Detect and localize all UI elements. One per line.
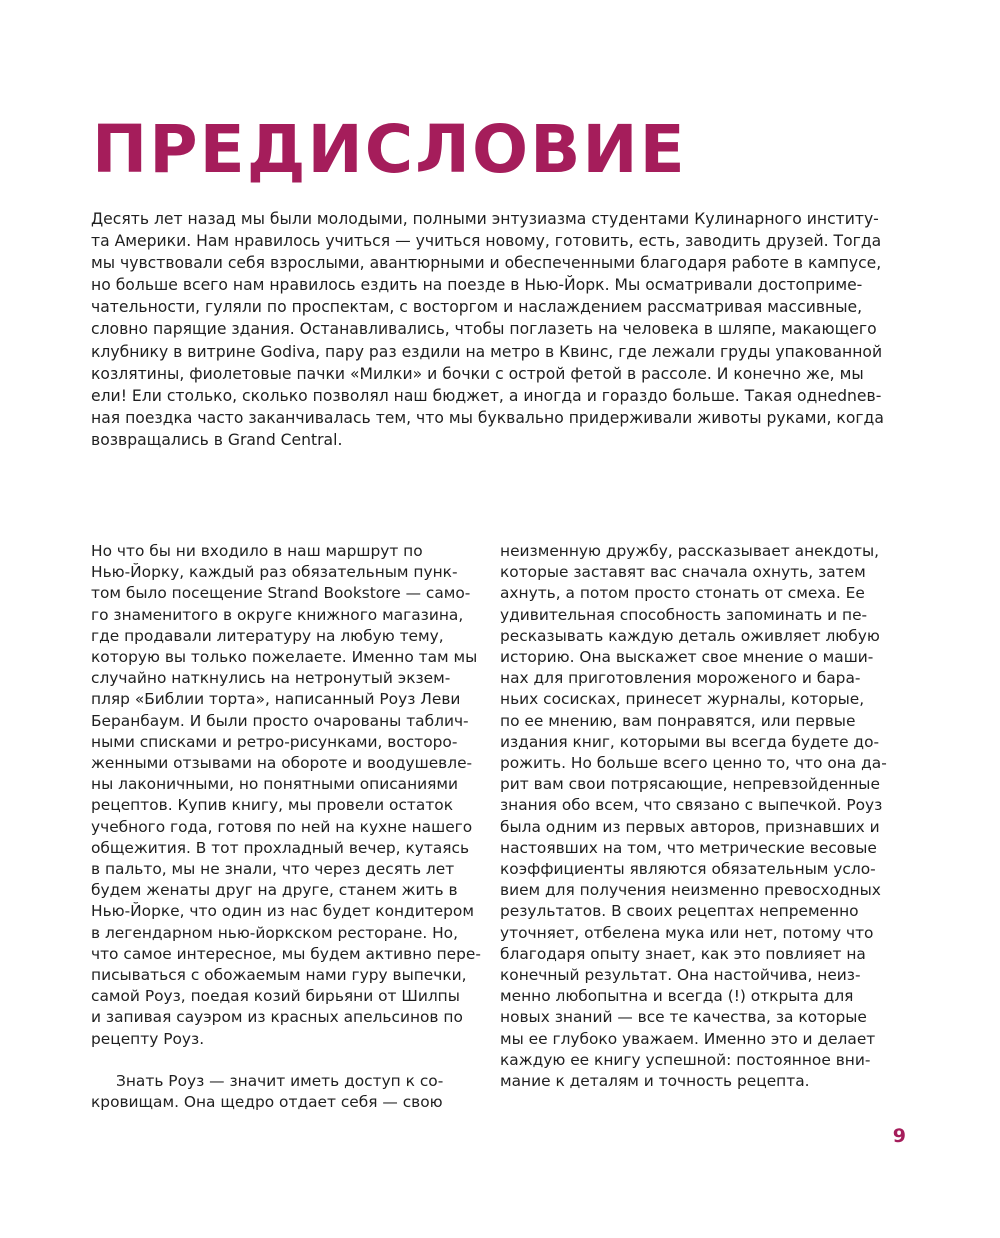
body-line: результатов. В своих рецептах непременно (500, 902, 859, 921)
body-line: в пальто, мы не знали, что через десять лет (91, 860, 455, 879)
paragraph-gap (91, 1050, 481, 1071)
body-line: новых знаний — все те качества, за которые (500, 1008, 867, 1027)
body-line: настоявших на том, что метрические весовые (500, 838, 877, 857)
body-line: в легендарном нью-йоркском ресторане. Но, (91, 923, 458, 942)
body-line: Нью-Йорке, что один из нас будет кондитером (91, 902, 474, 921)
intro-line: ели! Ели столько, сколько позволял наш бюджет, а иногда и гораздо больше. Такая однednев- (91, 386, 882, 405)
intro-line: козлятины, фиолетовые пачки «Милки» и бочки с острой фетой в рассоле. И конечно же, мы (91, 364, 864, 383)
body-line: где продавали литературу на любую тему, (91, 626, 444, 645)
body-line: рит вам свои потрясающие, непревзойденные (500, 775, 880, 794)
body-line: издания книг, которыми вы всегда будете до- (500, 732, 880, 751)
body-line: была одним из первых авторов, признавших и (500, 817, 880, 836)
body-line: Знать Роуз — значит иметь доступ к со- (116, 1071, 444, 1090)
body-line: ньих сосисках, принесет журналы, которые, (500, 690, 865, 709)
intro-line: клубнику в витрине Godiva, пару раз ездили на метро в Квинс, где лежали груды упакованной (91, 342, 883, 361)
page-number: 9 (892, 1125, 906, 1147)
body-line: знания обо всем, что связано с выпечкой. Роуз (500, 796, 883, 815)
intro-line: мы чувствовали себя взрослыми, авантюрными и обеспеченными благодаря работе в кампусе, (91, 254, 882, 273)
body-line: историю. Она выскажет свое мнение о маши- (500, 648, 874, 667)
body-line: женными отзывами на обороте и воодушевле- (91, 754, 473, 773)
body-line: пляр «Библии торта», написанный Роуз Леви (91, 690, 461, 709)
body-line: рецепту Роуз. (91, 1029, 205, 1048)
body-line: нах для приготовления мороженого и бара- (500, 669, 861, 688)
intro-line: но больше всего нам нравилось ездить на поезде в Нью-Йорк. Мы осматривали достоприме- (91, 276, 863, 295)
body-line: менно любопытна и всегда (!) открыта для (500, 987, 854, 1006)
body-line: уточняет, отбелена мука или нет, потому что (500, 923, 874, 942)
body-line: общежития. В тот прохладный вечер, кутаясь (91, 838, 470, 857)
intro-line: словно парящие здания. Останавливались, чтобы поглазеть на человека в шляпе, макающего (91, 320, 877, 339)
body-line: по ее мнению, вам понравятся, или первые (500, 711, 856, 730)
right-column (500, 541, 887, 1092)
body-line: неизменную дружбу, рассказывает анекдоты, (500, 542, 879, 560)
intro-line: чательности, гуляли по проспектам, с восторгом и наслаждением рассматривая массивные, (91, 298, 863, 317)
body-line: кровищам. Она щедро отдает себя — свою (91, 1093, 443, 1112)
body-line: Нью-Йорку, каждый раз обязательным пунк- (91, 563, 458, 582)
intro-paragraph (91, 208, 884, 451)
body-line: и запивая сауэром из красных апельсинов по (91, 1008, 463, 1027)
body-line: что самое интересное, мы будем активно пере- (91, 944, 481, 963)
body-line: самой Роуз, поедая козий бирьяни от Шилпы (91, 987, 460, 1006)
intro-line: ная поездка часто заканчивалась тем, что мы буквально придерживали животы руками, когда (91, 408, 884, 427)
body-line: будем женаты друг на друге, станем жить в (91, 881, 458, 900)
body-line: ны лаконичными, но понятными описаниями (91, 775, 459, 794)
intro-line: Десять лет назад мы были молодыми, полными энтузиазма студентами Кулинарного институ- (91, 210, 879, 228)
body-line: ахнуть, а потом просто стонать от смеха. Ее (500, 584, 865, 603)
intro-line: возвращались в Grand Central. (91, 430, 343, 449)
body-line: ресказывать каждую деталь оживляет любую (500, 626, 880, 645)
intro-line: та Америки. Нам нравилось учиться — учиться новому, готовить, есть, заводить друзей. Тогда (91, 232, 882, 251)
body-line: писываться с обожаемым нами гуру выпечки, (91, 966, 467, 985)
body-line: мы ее глубоко уважаем. Именно это и делает (500, 1029, 876, 1048)
body-line: которые заставят вас сначала охнуть, затем (500, 563, 866, 582)
left-column (91, 541, 481, 1113)
body-line: том было посещение Strand Bookstore — само- (91, 584, 471, 603)
body-line: мание к деталям и точность рецепта. (500, 1072, 810, 1091)
body-line: случайно наткнулись на нетронутый экзем- (91, 669, 451, 688)
body-line: Но что бы ни входило в наш маршрут по (91, 542, 423, 560)
body-line: го знаменитого в округе книжного магазина, (91, 605, 464, 624)
body-line: удивительная способность запоминать и пе- (500, 605, 868, 624)
body-line: коэффициенты являются обязательным усло- (500, 860, 876, 879)
body-line: конечный результат. Она настойчива, неиз- (500, 966, 861, 985)
body-line: которую вы только пожелаете. Именно там мы (91, 648, 478, 667)
body-line: учебного года, готовя по ней на кухне нашего (91, 817, 473, 836)
body-line: рожить. Но больше всего ценно то, что она да- (500, 754, 887, 773)
body-line: вием для получения неизменно превосходных (500, 881, 881, 900)
body-line: благодаря опыту знает, как это повлияет на (500, 944, 866, 963)
page-title: ПРЕДИСЛОВИЕ (92, 111, 687, 188)
body-line: ными списками и ретро-рисунками, восторо- (91, 732, 458, 751)
body-line: каждую ее книгу успешной: постоянное вни- (500, 1050, 871, 1069)
body-line: Беранбаум. И были просто очарованы таблич- (91, 711, 469, 730)
body-line: рецептов. Купив книгу, мы провели остаток (91, 796, 454, 815)
